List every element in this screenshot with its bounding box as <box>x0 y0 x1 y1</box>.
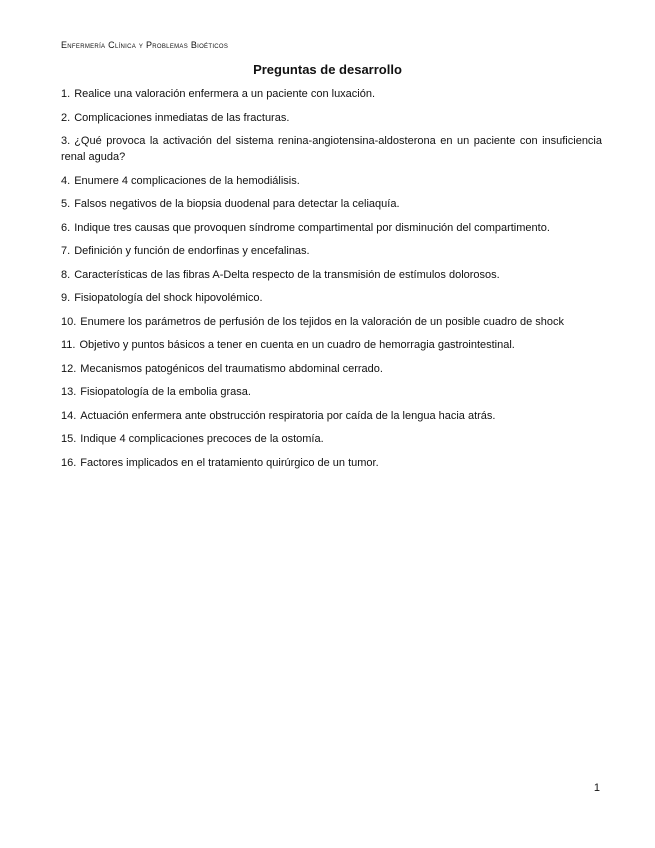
question-text: Indique 4 complicaciones precoces de la ostomía. <box>80 433 324 445</box>
page-title: Preguntas de desarrollo <box>253 62 402 77</box>
question-text: Mecanismos patogénicos del traumatismo abdominal cerrado. <box>80 362 383 375</box>
question-number: 13. <box>61 386 77 398</box>
question-list <box>61 86 602 478</box>
question-item <box>61 361 602 377</box>
question-number: 8. <box>61 268 71 281</box>
question-text: Indique tres causas que provoquen síndrome compartimental por disminución del compartimento. <box>74 221 550 234</box>
question-item <box>61 173 602 189</box>
question-text: Objetivo y puntos básicos a tener en cuenta en un cuadro de hemorragia gastrointestinal. <box>79 339 515 351</box>
question-text: Falsos negativos de la biopsia duodenal para detectar la celiaquía. <box>74 198 400 210</box>
question-number: 16. <box>61 456 77 469</box>
question-text: Factores implicados en el tratamiento quirúrgico de un tumor. <box>80 456 379 469</box>
question-number: 11. <box>61 339 76 351</box>
question-item <box>61 455 602 471</box>
question-item <box>61 267 602 283</box>
question-number: 6. <box>61 221 71 234</box>
page-number: 1 <box>593 782 600 794</box>
question-number: 5. <box>61 198 71 210</box>
question-text: Fisiopatología del shock hipovolémico. <box>74 292 263 304</box>
question-item <box>61 408 602 424</box>
question-number: 15. <box>61 433 77 445</box>
question-number: 14. <box>61 409 77 422</box>
question-item <box>61 196 602 212</box>
question-number: 2. <box>61 111 71 124</box>
question-item <box>61 314 602 330</box>
question-number: 12. <box>61 362 77 375</box>
question-item <box>61 243 602 259</box>
question-item <box>61 431 602 447</box>
question-number: 4. <box>61 174 71 187</box>
question-item <box>61 290 602 306</box>
question-text: Enumere los parámetros de perfusión de los tejidos en la valoración de un posible cuadro de shock <box>80 315 564 328</box>
question-text: Definición y función de endorfinas y encefalinas. <box>74 245 310 257</box>
question-item <box>61 337 602 353</box>
question-item <box>61 384 602 400</box>
question-text: Enumere 4 complicaciones de la hemodiálisis. <box>74 174 300 187</box>
question-item <box>61 86 602 102</box>
question-text: Complicaciones inmediatas de las fracturas. <box>74 111 290 124</box>
question-text: Fisiopatología de la embolia grasa. <box>80 386 251 398</box>
question-number: 7. <box>61 245 71 257</box>
question-item <box>61 133 602 165</box>
question-text: Actuación enfermera ante obstrucción respiratoria por caída de la lengua hacia atrás. <box>80 409 496 422</box>
question-text: Realice una valoración enfermera a un paciente con luxación. <box>74 88 376 100</box>
question-number: 10. <box>61 315 77 328</box>
question-text: ¿Qué provoca la activación del sistema renina-angiotensina-aldosterona en un paciente con insuficiencia renal aguda? <box>61 135 602 163</box>
question-text: Características de las fibras A-Delta respecto de la transmisión de estímulos dolorosos. <box>74 268 500 281</box>
running-header: Enfermería Clínica y Problemas Bioéticos <box>61 40 229 50</box>
question-item <box>61 110 602 126</box>
question-number: 1. <box>61 88 71 100</box>
question-item <box>61 220 602 236</box>
question-number: 9. <box>61 292 71 304</box>
question-number: 3. <box>61 135 71 147</box>
